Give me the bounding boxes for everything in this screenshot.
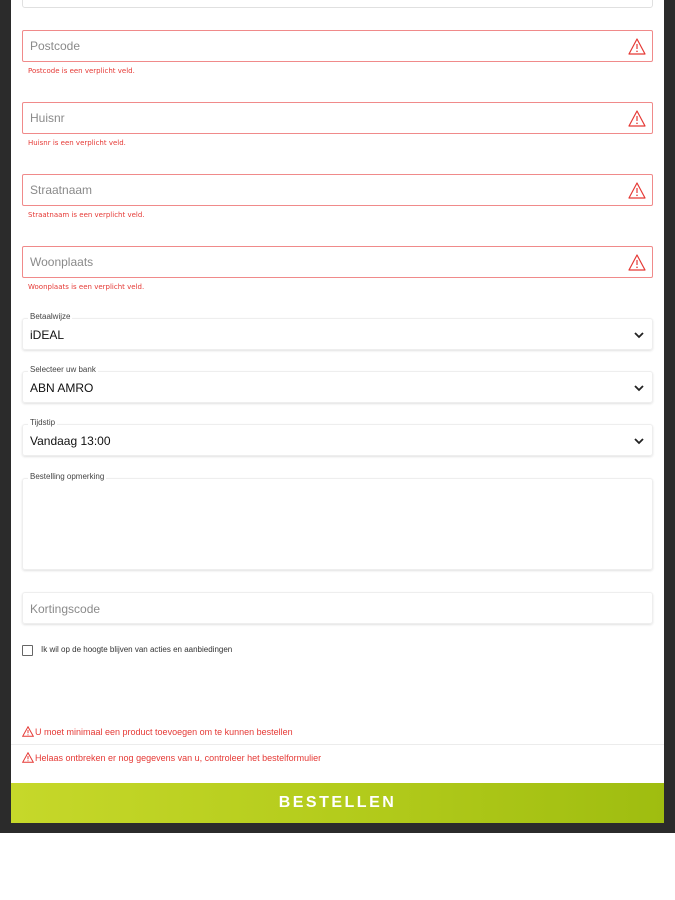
alert-missing-data [22,748,664,770]
warning-icon [628,110,646,127]
house-number-error: Huisnr is een verplicht veld. [28,139,126,147]
postcode-field[interactable] [22,30,653,62]
warning-icon [628,254,646,271]
city-field[interactable] [22,246,653,278]
warning-icon [628,182,646,199]
order-button[interactable] [11,783,664,823]
alert-no-product [22,722,664,744]
postcode-placeholder: Postcode [30,39,81,53]
house-number-placeholder: Huisnr [30,111,65,125]
warning-icon [628,38,646,55]
order-remark-textarea[interactable] [22,472,653,570]
bank-select[interactable] [22,365,653,403]
discount-code-field[interactable] [22,592,653,624]
bank-label: Selecteer uw bank [30,365,96,374]
divider [11,744,664,745]
payment-method-label: Betaalwijze [30,312,71,321]
time-label: Tijdstip [30,418,56,427]
postcode-error: Postcode is een verplicht veld. [28,67,135,75]
street-placeholder: Straatnaam [30,183,93,197]
order-remark-label: Bestelling opmerking [30,472,105,481]
chevron-down-icon [633,436,645,446]
order-button-label: BESTELLEN [278,794,397,811]
warning-icon [22,752,34,763]
time-select[interactable] [22,418,653,456]
alert-missing-data-text: Helaas ontbreken er nog gegevens van u, controleer het bestelformulier [35,753,322,763]
bank-value: ABN AMRO [30,381,94,395]
city-error: Woonplaats is een verplicht veld. [28,283,145,291]
time-value: Vandaag 13:00 [30,434,111,448]
street-error: Straatnaam is een verplicht veld. [28,211,145,219]
chevron-down-icon [633,383,645,393]
city-placeholder: Woonplaats [30,255,94,269]
warning-icon [22,726,34,737]
newsletter-checkbox[interactable] [22,645,33,656]
previous-field[interactable] [22,0,653,8]
discount-code-placeholder: Kortingscode [30,602,101,616]
payment-method-value: iDEAL [30,328,65,342]
chevron-down-icon [633,330,645,340]
street-field[interactable] [22,174,653,206]
order-form [11,0,664,823]
payment-method-select[interactable] [22,312,653,350]
newsletter-label: Ik wil op de hoogte blijven van acties en aanbiedingen [41,645,233,654]
alert-no-product-text: U moet minimaal een product toevoegen om te kunnen bestellen [35,727,293,737]
house-number-field[interactable] [22,102,653,134]
